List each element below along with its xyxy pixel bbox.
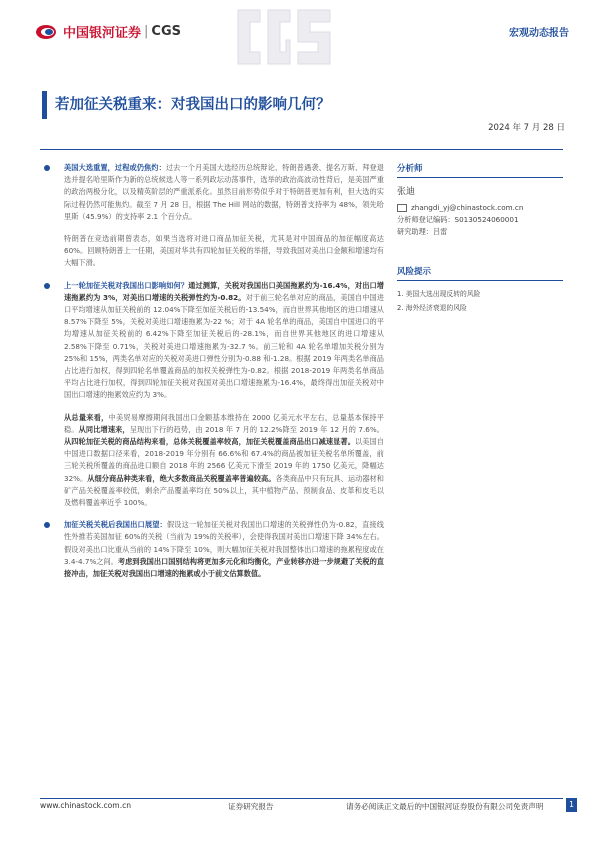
assistant-row bbox=[397, 226, 563, 238]
paragraph-bold: 从四轮加征关税的商品结构来看，总体关税覆盖率较高，加征关税覆盖商品出口减速显著。 bbox=[64, 437, 355, 447]
paragraph-heading: 美国大选重置，过程或仍焦灼： bbox=[64, 163, 166, 172]
logo-mark-icon bbox=[36, 23, 58, 41]
analyst-registration-row bbox=[397, 214, 563, 226]
assistant-label: 研究助理： bbox=[397, 227, 433, 236]
paragraph-export-structure bbox=[44, 412, 384, 510]
paragraph-text: 对于前三轮名单对应的商品，美国自中国进口平均增速从加征关税前的 12.04%下降至加征关税后的-13.54%，而自世界其他地区的进口增速从 8.57%下降至 5%，关税对美进口增速拖累为-22 %；对于 4A 轮名单的商品，美国自中国进口的平均增速从加征关税前的 6.42%下降至加征关税后的-28.1%，而自世界其他地区的进口增速从 2.58%下降至 0.71%，关税对美进口增速拖累为-32.7 %。前三轮和 4A 轮名单增加关税分别为 25%和 15%，两类名单对应的关税对美进口弹性分别为-0.88 和-1.28。根据 2019 年两类名单商品占比进行加权，得到四轮名单覆盖商品的加权关税弹性为-0.82。根据 2018-2019 年两类名单商品平均占比进行加权，得到四轮加征关税对我国对美出口增速拖累为-16.4%，最终得出加征关税对中国出口增速的拖累效应约为 3%。 bbox=[64, 292, 384, 400]
paragraph-key-finding: 通过测算，关税对我国出口美国拖累约为-16.4%，对出口增速拖累约为 3%，对美出口增速的关税弹性约为-0.82。 bbox=[64, 280, 384, 302]
footer-divider bbox=[40, 798, 563, 799]
title-accent-bar bbox=[42, 91, 47, 119]
page-title: 若加征关税重来：对我国出口的影响几何？ bbox=[55, 96, 331, 113]
title-divider bbox=[40, 149, 563, 150]
mail-icon bbox=[397, 204, 407, 212]
company-logo bbox=[36, 22, 181, 41]
analyst-name: 张迪 bbox=[397, 187, 416, 197]
paragraph-heading: 加征关税关税后我国出口展望： bbox=[64, 520, 167, 530]
footer-disclaimer: 请务必阅读正文最后的中国银河证券股份有限公司免责声明 bbox=[346, 802, 544, 811]
paragraph-previous-tariff bbox=[44, 280, 384, 402]
risk-panel bbox=[397, 265, 563, 315]
risk-item: 1. 美国大选出现反转的风险 bbox=[397, 290, 481, 298]
paragraph-text: 呈现出下行的趋势，由 2018 年 7 月的 12.2%降至 2019 年 12 月的 7.6%。 bbox=[129, 424, 384, 434]
analyst-panel bbox=[397, 162, 563, 238]
paragraph-text: 假设这一轮加征关税对我国出口增速的关税弹性仍为-0.82，直接线性外推若美国加征 60%的关税（当前为 19%的关税率），会使得我国对美出口增速下降 34%左右。假设对美出口比重从当前的 14%下降至 10%，则大幅加征关税对我国整体出口增速的拖累程度或在 3.4-4.7%之间。 bbox=[64, 520, 384, 566]
paragraph-bold: 从细分商品种类来看，绝大多数商品关税覆盖率普遍较高。 bbox=[87, 473, 276, 483]
logo-text-en: CGS bbox=[151, 24, 181, 39]
paragraph-text: 各类商品中只有玩具、运动器材和矿产品关税覆盖率较低，剩余产品覆盖率均在 50%以上，其中植物产品、预制食品、皮革和皮毛以及燃料覆盖率近乎 100%。 bbox=[64, 473, 384, 508]
paragraph-bold: 从总量来看， bbox=[64, 412, 109, 422]
registration-code: S0130524060001 bbox=[454, 215, 519, 224]
bullet-dot-icon bbox=[44, 283, 50, 289]
paragraph-text: 以美国自中国进口数据口径来看，2018-2019 年分别有 66.6%和 67.4%的商品被加征关税名单所覆盖，前三轮关税所覆盖的商品进口额自 2018 年的 2566 亿美元下滑至 2019 年的 1750 亿美元，降幅达 32%。 bbox=[64, 437, 384, 483]
analyst-email[interactable]: zhangdi_yj@chinastock.com.cn bbox=[411, 203, 524, 212]
bullet-dot-icon bbox=[44, 165, 50, 171]
assistant-name: 吕雷 bbox=[432, 227, 448, 236]
footer-website[interactable]: www.chinastock.com.cn bbox=[40, 801, 132, 810]
paragraph-election bbox=[44, 162, 384, 223]
report-date: 2024 年 7 月 28 日 bbox=[488, 123, 565, 133]
paragraph-bold: 从同比增速来， bbox=[78, 424, 130, 434]
main-content bbox=[44, 162, 384, 590]
page-number: 1 bbox=[566, 798, 577, 812]
paragraph-heading: 上一轮加征关税对我国出口影响如何？ bbox=[64, 280, 189, 290]
paragraph-text: 过去一个月美国大选经历总统辩论、特朗普遇袭、提名万斯、拜登退选并提名哈里斯作为新的总统候选人等一系列政坛动荡事件，选举的政治高波动性背后，是美国严重的政治两极分化，以及精英阶层的严重派系化。虽然目前形势似乎对于特朗普更加有利，但大选的实际过程仍然可能焦灼。截至 7 月 28 日，根据 The Hill 网站的数据，特朗普支持率为 48%，领先哈里斯（45.9%）的支持率 2.1 个百分点。 bbox=[64, 163, 384, 221]
footer-report-label: 证券研究报告 bbox=[228, 802, 274, 811]
paragraph-text: 中美贸易摩擦期间我国出口金额基本维持在 2000 亿美元水平左右，总量基本保持平稳。 bbox=[64, 412, 384, 434]
analyst-email-row bbox=[397, 202, 563, 214]
page-header bbox=[0, 0, 595, 70]
logo-text-cn: 中国银河证券 bbox=[63, 26, 142, 41]
analyst-header: 分析师 bbox=[397, 162, 563, 178]
risk-header: 风险提示 bbox=[397, 265, 563, 281]
paragraph-text: 特朗普在竞选前期曾表态，如果当选将对进口商品加征关税，尤其是对中国商品的加征幅度高达 60%。回顾特朗普上一任期，美国对华共有四轮加征关税的举措，导致我国对美出口金额和增速均有大幅下滑。 bbox=[64, 234, 384, 268]
registration-label: 分析师登记编码： bbox=[397, 215, 455, 224]
report-type-label: 宏观动态报告 bbox=[509, 28, 569, 39]
paragraph-key-finding: 考虑到我国出口国别结构将更加多元化和均衡化，产业转移亦进一步规避了关税的直接冲击，加征关税对我国出口增速的拖累或小于前文估算数值。 bbox=[64, 556, 384, 579]
cgs-watermark-icon bbox=[228, 6, 340, 68]
paragraph-tariff-context bbox=[44, 233, 384, 270]
bullet-dot-icon bbox=[44, 522, 50, 528]
logo-separator: | bbox=[144, 24, 149, 39]
risk-item: 2. 海外经济衰退的风险 bbox=[397, 304, 467, 312]
paragraph-outlook bbox=[44, 519, 384, 580]
